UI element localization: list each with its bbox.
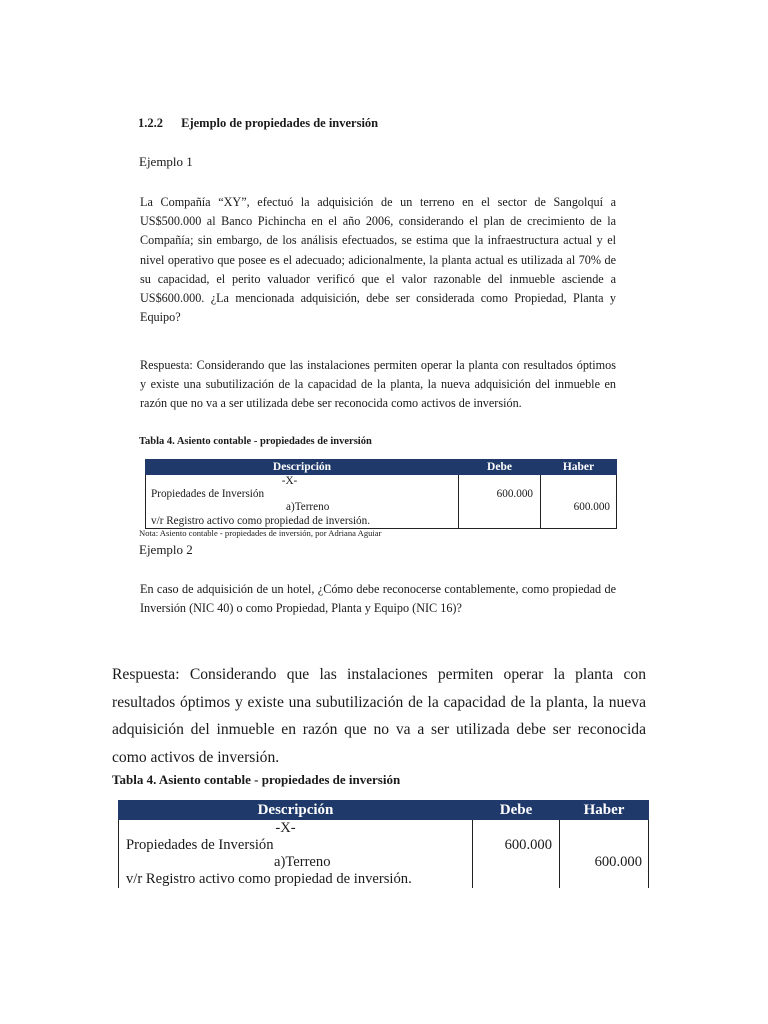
credit-account: a)Terreno <box>286 501 330 514</box>
header-description: Descripción <box>119 801 473 820</box>
debit-account: Propiedades de Inversión <box>126 837 274 853</box>
table-header-row <box>146 460 617 475</box>
entry-memo: v/r Registro activo como propiedad de inversión. <box>151 514 371 527</box>
entry-separator: -X- <box>275 820 296 836</box>
credit-amount: 600.000 <box>594 854 642 870</box>
table-row <box>146 475 617 529</box>
credit-amount: 600.000 <box>573 501 610 514</box>
table-row <box>119 820 649 889</box>
entry-memo: v/r Registro activo como propiedad de inversión. <box>126 871 412 887</box>
table-caption: Tabla 4. Asiento contable - propiedades de inversión <box>139 436 372 447</box>
header-credit: Haber <box>541 460 617 475</box>
example-2-label: Ejemplo 2 <box>139 542 193 557</box>
header-description: Descripción <box>146 460 459 475</box>
section-heading <box>138 116 378 131</box>
example-1-question: La Compañía “XY”, efectuó la adquisición de un terreno en el sector de Sangolquí a US$500.000 al Banco Pichincha en el año 2006, considerando el plan de crecimiento de la Compañía; sin embargo, de los análisis efectuados, se estima que la infraestructura actual y el nivel operativo que posee es el adecuado; adicionalmente, la planta actual es utilizada al 70% de su capacidad, el perito valuador verificó que el valor razonable del inmueble asciende a US$600.000. ¿La mencionada adquisición, debe ser considerada como Propiedad, Planta y Equipo? <box>140 195 616 325</box>
example-1-answer: Respuesta: Considerando que las instalaciones permiten operar la planta con resultados óptimos y existe una subutilización de la capacidad de la planta, la nueva adquisición del inmueble en razón que no va a ser utilizada debe ser reconocida como activos de inversión. <box>140 358 616 411</box>
table-note: Nota: Asiento contable - propiedades de inversión, por Adriana Aguiar <box>139 528 382 538</box>
section-title: Ejemplo de propiedades de inversión <box>181 116 379 130</box>
header-debit: Debe <box>473 801 560 820</box>
debit-cell <box>473 820 560 889</box>
example-1-label: Ejemplo 1 <box>139 154 193 169</box>
debit-amount: 600.000 <box>504 837 552 853</box>
debit-account: Propiedades de Inversión <box>151 488 265 501</box>
description-cell <box>119 820 473 889</box>
credit-cell <box>560 820 649 889</box>
journal-entry-table <box>145 459 617 529</box>
table-header-row <box>119 801 649 820</box>
header-debit: Debe <box>459 460 541 475</box>
zoomed-journal-entry-table <box>118 800 649 888</box>
zoomed-table-clip <box>118 800 650 887</box>
credit-account: a)Terreno <box>274 854 331 870</box>
debit-cell <box>459 475 541 529</box>
header-credit: Haber <box>560 801 649 820</box>
zoomed-table-caption: Tabla 4. Asiento contable - propiedades de inversión <box>112 772 401 787</box>
credit-cell <box>541 475 617 529</box>
description-cell <box>146 475 459 529</box>
debit-amount: 600.000 <box>496 488 533 501</box>
section-number: 1.2.2 <box>138 116 163 130</box>
entry-separator: -X- <box>281 475 298 487</box>
zoomed-answer: Respuesta: Considerando que las instalaciones permiten operar la planta con resultados óptimos y existe una subutilización de la capacidad de la planta, la nueva adquisición del inmueble en razón que no va a ser utilizada debe ser reconocida como activos de inversión. <box>112 666 646 766</box>
example-2-question: En caso de adquisición de un hotel, ¿Cómo debe reconocerse contablemente, como propiedad de Inversión (NIC 40) o como Propiedad, Planta y Equipo (NIC 16)? <box>140 582 616 616</box>
